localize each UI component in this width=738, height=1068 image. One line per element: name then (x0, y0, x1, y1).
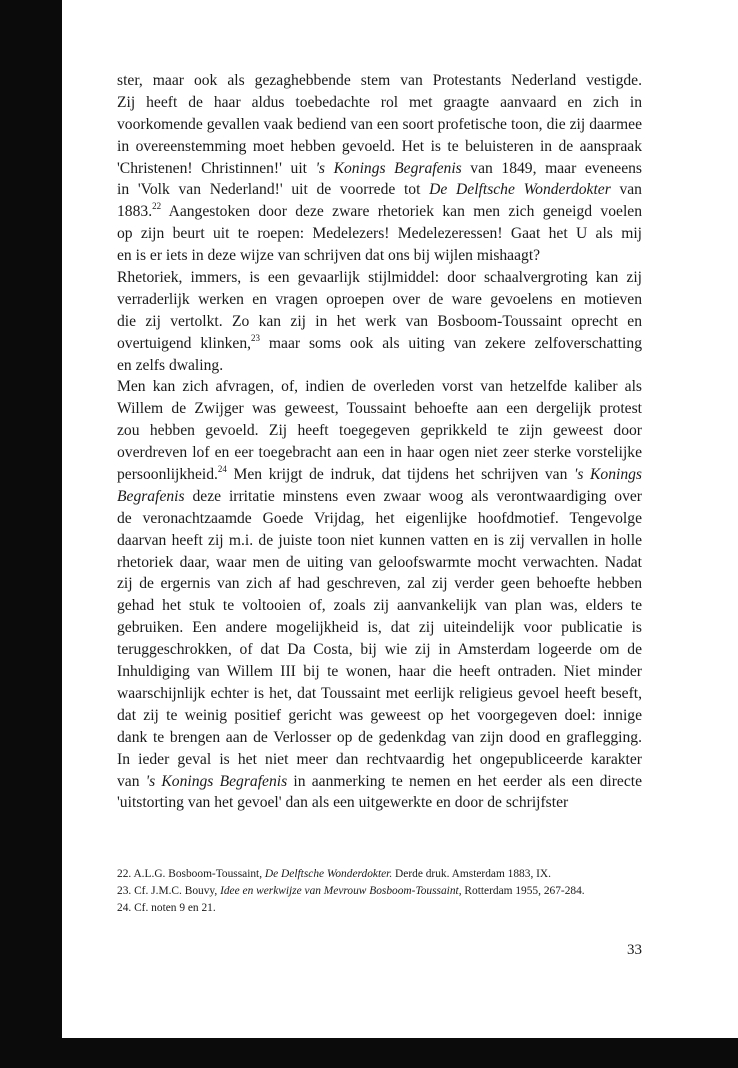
text-line: op zijn beurt uit te roepen: Medelezers! Medelezeressen! Gaat het U als mij (117, 225, 642, 243)
text-line: dat zij te weinig positief gericht was geweest op het voorgegeven doel: innige (117, 706, 642, 724)
footnotes (117, 866, 642, 917)
paragraph (117, 376, 642, 814)
text-line: Zij heeft de haar aldus toebedachte rol met graagte aanvaard en zich in (117, 93, 642, 111)
text-line: van 's Konings Begrafenis in aanmerking te nemen en het eerder als een directe (117, 772, 643, 790)
footnote-ref: 22 (152, 201, 162, 212)
text-line: rhetoriek daar, waar men de uiting van geloofswarmte mocht verwachten. Nadat (117, 553, 642, 571)
text-line: Inhuldiging van Willem III bij te wonen, haar die heeft ontraden. Niet minder (117, 663, 642, 681)
text-line: ster, maar ook als gezaghebbende stem van Protestants Nederland vestigde. (117, 72, 642, 89)
page-number: 33 (627, 942, 642, 958)
text-line: in overeenstemming moet hebben gevoeld. Het is te beluisteren in de aanspraak (117, 137, 642, 155)
text-line: voorkomende gevallen vaak bediend van een soort profetische toon, die zij daarmee (117, 115, 642, 133)
footnote-ref: 23 (251, 332, 261, 343)
text-line: verraderlijk werken en vragen oproepen over de ware gevoelens en motieven (117, 290, 642, 308)
paragraph (117, 70, 642, 267)
text-line: die zij vertolkt. Zo kan zij in het werk van Bosboom-Toussaint oprecht en (117, 312, 642, 330)
scan-border-left (0, 0, 62, 1068)
text-line: Willem de Zwijger was geweest, Toussaint behoefte aan een dergelijk protest (117, 400, 642, 418)
text-line: zij de ergernis van zich af had geschreven, zal zij verder geen behoefte hebben (117, 575, 642, 593)
footnote: 22. A.L.G. Bosboom-Toussaint, De Delftsche Wonderdokter. Derde druk. Amsterdam 1883, IX. (117, 868, 552, 880)
text-line: overdreven lof en eer toegebracht aan een in haar ogen niet zeer sterke vorstelijke (117, 444, 642, 462)
text-line: gebruiken. Een andere mogelijkheid is, dat zij uiteindelijk voor publicatie is (117, 619, 642, 637)
text-line: 'Christenen! Christinnen!' uit 's Konings Begrafenis van 1849, maar eveneens (117, 159, 642, 177)
text-line: daarvan heeft zij m.i. de juiste toon niet kunnen vatten en is zij vervallen in holle (117, 531, 642, 549)
body-text (117, 70, 642, 814)
paragraph (117, 267, 642, 376)
page-body (117, 70, 642, 814)
text-line: de veronachtzaamde Goede Vrijdag, het eigenlijke hoofdmotief. Tengevolge (117, 509, 642, 527)
text-line: Men kan zich afvragen, of, indien de overleden vorst van hetzelfde kaliber als (117, 378, 642, 396)
footnote: 23. Cf. J.M.C. Bouvy, Idee en werkwijze van Mevrouw Bosboom-Toussaint, Rotterdam 1955, 267-284. (117, 885, 585, 897)
scan-border-bottom (0, 1038, 738, 1068)
text-line: teruggeschrokken, of dat Da Costa, bij wie zij in Amsterdam logeerde om de (117, 641, 642, 659)
footnote-ref: 24 (217, 463, 227, 474)
text-line: dank te brengen aan de Verlosser op de gedenkdag van zijn dood en graflegging. (117, 728, 642, 746)
text-line: 1883.22 Aangestoken door deze zware rhetoriek kan men zich geneigd voelen (117, 201, 642, 221)
text-line: Rhetoriek, immers, is een gevaarlijk stijlmiddel: door schaalvergroting kan zij (117, 269, 642, 287)
text-line: In ieder geval is het niet meer dan rechtvaardig het ongepubliceerde karakter (117, 750, 642, 768)
text-line: en zelfs dwaling. (117, 356, 224, 374)
text-line: in 'Volk van Nederland!' uit de voorrede tot De Delftsche Wonderdokter van (117, 181, 642, 199)
text-line: en is er iets in deze wijze van schrijven dat ons bij wijlen mishaagt? (117, 247, 541, 265)
text-line: Begrafenis deze irritatie minstens even zwaar woog als verontwaardiging over (117, 487, 642, 505)
text-line: persoonlijkheid.$^{24}$ Men krijgt de indruk, dat tijdens het schrijven van 's Konings (117, 463, 642, 484)
text-line: 'uitstorting van het gevoel' dan als een uitgewerkte en door de schrijfster (117, 794, 569, 812)
text-line: zou hebben gevoeld. Zij heeft toegegeven geprikkeld te zijn geweest door (117, 422, 642, 440)
text-line: gehad het stuk te voltooien of, zoals zij aanvankelijk van plan was, elders te (117, 597, 642, 615)
text-line: overtuigend klinken,$^{23}$ maar soms ook als uiting van zekere zelfoverschatting (117, 332, 642, 352)
footnote: 24. Cf. noten 9 en 21. (117, 902, 216, 914)
text-line: waarschijnlijk echter is het, dat Toussaint met eerlijk religieus gevoel heeft beseft, (117, 684, 642, 702)
